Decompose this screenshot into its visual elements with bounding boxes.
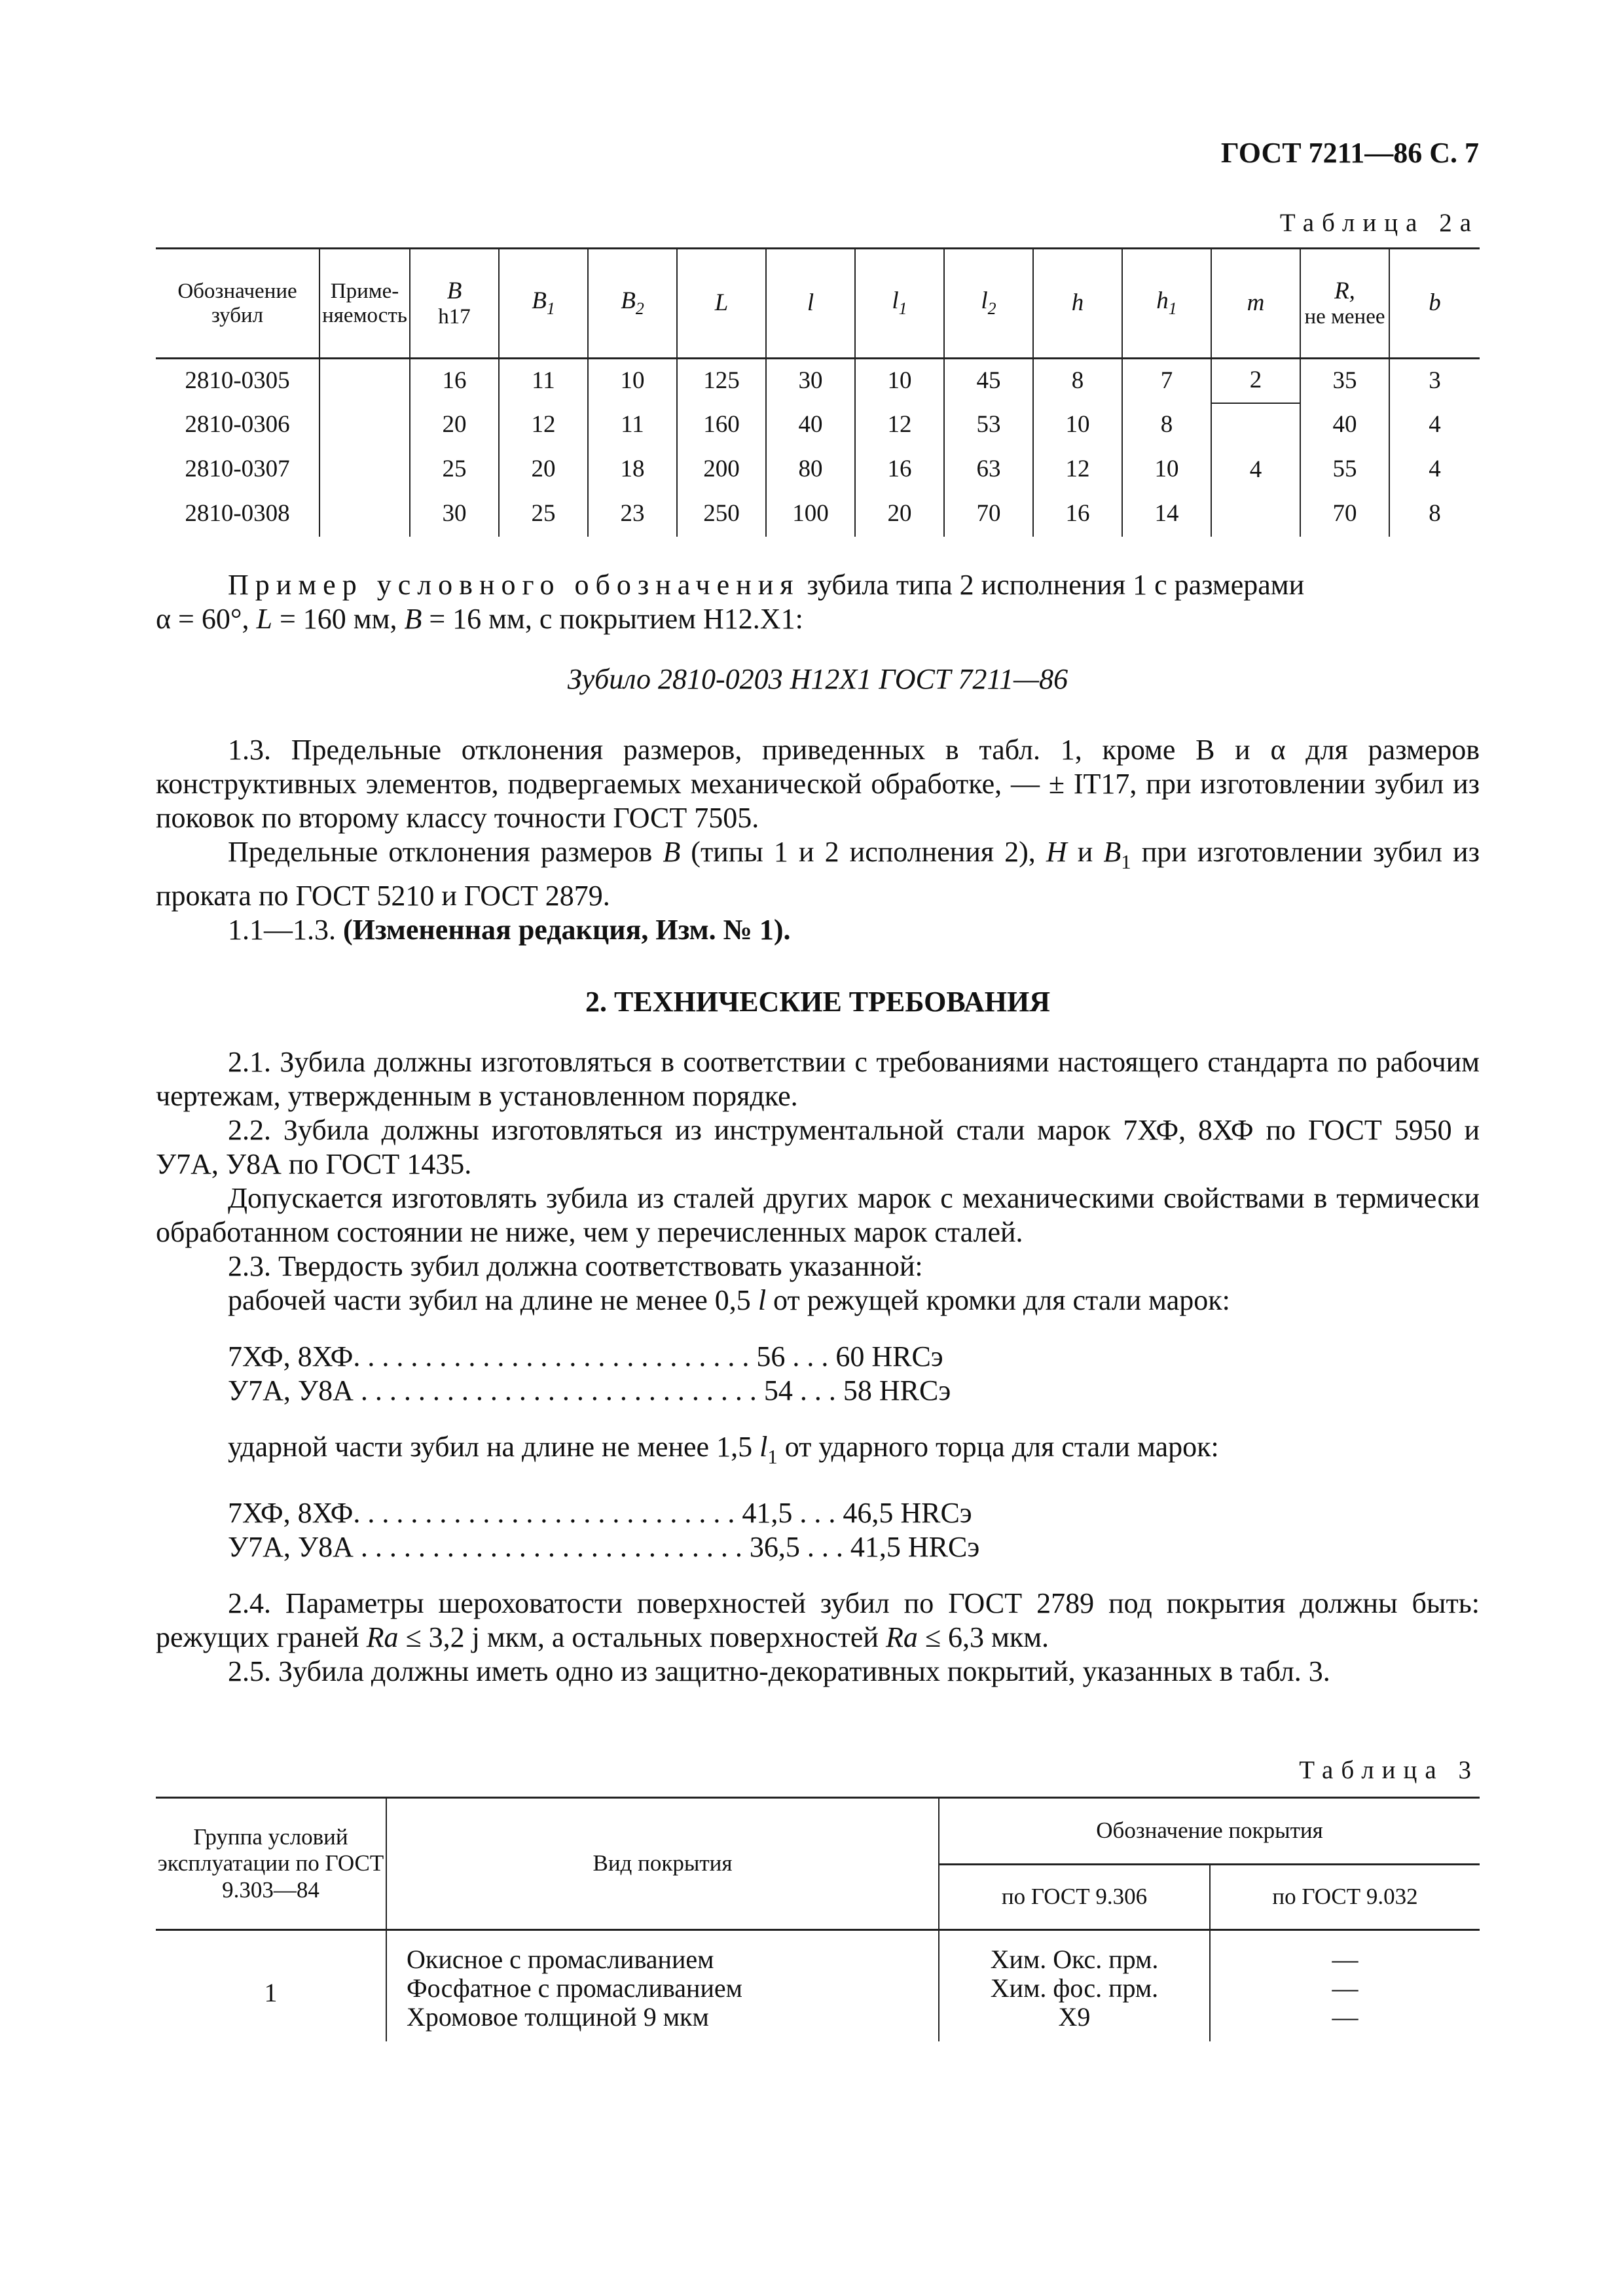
cell-b: 8	[1389, 492, 1480, 537]
table-2a-caption: Таблица 2а	[1279, 209, 1479, 237]
example-paragraph-line2: α = 60°, L = 160 мм, B = 16 мм, с покрытием Н12.Х1:	[156, 603, 803, 635]
th-R: R, не менее	[1300, 249, 1389, 359]
cell-designation: 2810-0306	[156, 403, 319, 448]
cell-B2: 18	[588, 448, 677, 492]
cell-b: 3	[1389, 359, 1480, 403]
hardness-list-1	[156, 1340, 1480, 1408]
clause-2-3a: рабочей части зубил на длине не менее 0,5 l от режущей кромки для стали марок:	[228, 1284, 1230, 1316]
cell-L: 250	[677, 492, 766, 537]
th-coating-designation: Обозначение покрытия	[939, 1798, 1480, 1865]
cell-l1: 12	[855, 403, 944, 448]
cell-B1: 25	[499, 492, 588, 537]
amendment-note: 1.1—1.3. (Измененная редакция, Изм. № 1).	[228, 913, 791, 946]
th-coating-type: Вид покрытия	[386, 1798, 939, 1930]
clause-2-4: 2.4. Параметры шероховатости поверхностей зубил по ГОСТ 2789 под покрытия должны быть: режущих граней Ra ≤ 3,2 j мкм, а остальных поверхностей Ra ≤ 6,3 мкм.	[156, 1587, 1480, 1653]
cell-h: 8	[1033, 359, 1122, 403]
clause-2-2: 2.2. Зубила должны изготовляться из инструментальной стали марок 7ХФ, 8ХФ по ГОСТ 5950 и У7А, У8А по ГОСТ 1435.	[156, 1114, 1480, 1180]
th-applicability: Приме-няемость	[319, 249, 410, 359]
hardness-row: 7ХФ, 8ХФ. . . . . . . . . . . . . . . . . . . . . . . . . . . . 56 . . . 60 HRCэ	[228, 1340, 943, 1372]
th-group: Группа условий эксплуатации по ГОСТ 9.303—84	[156, 1798, 386, 1930]
cell-group: 1	[264, 1978, 278, 2008]
cell-b: 4	[1389, 448, 1480, 492]
table-row	[156, 1930, 1480, 2041]
clause-1-3	[156, 733, 1480, 947]
table-3	[156, 1797, 1480, 2041]
section-title: 2. ТЕХНИЧЕСКИЕ ТРЕБОВАНИЯ	[585, 986, 1050, 1018]
th-B2: $B_2$	[588, 249, 677, 359]
cell-l: 80	[766, 448, 855, 492]
cell-B2: 23	[588, 492, 677, 537]
cell-L: 160	[677, 403, 766, 448]
clause-2-2b: Допускается изготовлять зубила из сталей других марок с механическими свойствами в термически обработанном состоянии не ниже, чем у перечисленных марок сталей.	[156, 1182, 1480, 1248]
th-gost-9032: по ГОСТ 9.032	[1210, 1865, 1480, 1930]
th-h1: $h_1$	[1122, 249, 1211, 359]
cell-l1: 20	[855, 492, 944, 537]
cell-R: 40	[1300, 403, 1389, 448]
th-B: B h17	[410, 249, 499, 359]
clause-2-3: 2.3. Твердость зубил должна соответствовать указанной:	[228, 1250, 923, 1282]
th-l: l	[766, 249, 855, 359]
designation-item: —	[1332, 1945, 1359, 1974]
cell-applicability	[319, 492, 410, 537]
clause-2-5: 2.5. Зубила должны иметь одно из защитно-декоративных покрытий, указанных в табл. 3.	[228, 1655, 1330, 1687]
designation-item: —	[1332, 2002, 1359, 2032]
cell-gost-9306	[939, 1930, 1210, 2041]
example-block	[156, 568, 1480, 696]
th-B1: $B_1$	[499, 249, 588, 359]
clause-2-3b: ударной части зубил на длине не менее 1,5 $l_1$ от ударного торца для стали марок:	[228, 1431, 1219, 1468]
table-2a-header-row	[156, 249, 1480, 359]
cell-B2: 11	[588, 403, 677, 448]
cell-designation: 2810-0307	[156, 448, 319, 492]
th-l1: $l_1$	[855, 249, 944, 359]
cell-l2: 53	[944, 403, 1033, 448]
hardness-row: У7А, У8А . . . . . . . . . . . . . . . . . . . . . . . . . . . . 54 . . . 58 HRCэ	[228, 1374, 951, 1407]
table-3-header-row	[156, 1798, 1480, 1865]
th-designation: Обозначение зубил	[156, 249, 319, 359]
th-h: h	[1033, 249, 1122, 359]
cell-R: 35	[1300, 359, 1389, 403]
cell-designation: 2810-0308	[156, 492, 319, 537]
table-row	[156, 359, 1480, 403]
cell-b: 4	[1389, 403, 1480, 448]
clause-1-3-text: 1.3. Предельные отклонения размеров, приведенных в табл. 1, кроме В и α для размеров конструктивных элементов, подвергаемых механической обработке, — ± IT17, при изготовлении зубил из поковок по второму классу точности ГОСТ 7505.	[156, 734, 1480, 834]
cell-L: 125	[677, 359, 766, 403]
table-3-caption: Таблица 3	[1299, 1756, 1479, 1784]
cell-B: 16	[410, 359, 499, 403]
designation-item: Хим. фос. прм.	[990, 1973, 1159, 2003]
th-l2: $l_2$	[944, 249, 1033, 359]
coating-item: Окисное с промасливанием	[407, 1945, 714, 1974]
cell-l: 40	[766, 403, 855, 448]
hardness-row: У7А, У8А . . . . . . . . . . . . . . . . . . . . . . . . . . . 36,5 . . . 41,5 HRCэ	[228, 1530, 980, 1563]
hardness-row: 7ХФ, 8ХФ. . . . . . . . . . . . . . . . . . . . . . . . . . . 41,5 . . . 46,5 HRCэ	[228, 1496, 972, 1529]
cell-R: 55	[1300, 448, 1389, 492]
th-L: L	[677, 249, 766, 359]
designation-item: Х9	[1058, 2002, 1091, 2032]
th-m: m	[1211, 249, 1300, 359]
table-row	[156, 403, 1480, 448]
designation-item: —	[1332, 1973, 1359, 2003]
cell-h1: 7	[1122, 359, 1211, 403]
coating-item: Хромовое толщиной 9 мкм	[407, 2002, 709, 2032]
cell-h1: 10	[1122, 448, 1211, 492]
coating-item: Фосфатное с промасливанием	[407, 1973, 742, 2003]
cell-designation: 2810-0305	[156, 359, 319, 403]
cell-L: 200	[677, 448, 766, 492]
cell-coatings	[386, 1930, 939, 2041]
cell-gost-9032	[1210, 1930, 1480, 2041]
cell-m: 2	[1211, 359, 1300, 403]
cell-R: 70	[1300, 492, 1389, 537]
clause-2-1: 2.1. Зубила должны изготовляться в соответствии с требованиями настоящего стандарта по рабочим чертежам, утвержденным в установленном порядке.	[156, 1046, 1480, 1112]
cell-applicability	[319, 359, 410, 403]
cell-h: 12	[1033, 448, 1122, 492]
cell-l: 100	[766, 492, 855, 537]
cell-l1: 10	[855, 359, 944, 403]
cell-B1: 12	[499, 403, 588, 448]
page-header: ГОСТ 7211—86 С. 7	[1220, 137, 1479, 169]
cell-l2: 45	[944, 359, 1033, 403]
cell-h: 16	[1033, 492, 1122, 537]
cell-l: 30	[766, 359, 855, 403]
cell-l1: 16	[855, 448, 944, 492]
cell-h1: 8	[1122, 403, 1211, 448]
designation-item: Хим. Окс. прм.	[990, 1945, 1159, 1974]
section-2	[156, 985, 1480, 1689]
cell-B: 20	[410, 403, 499, 448]
cell-m-merged: 4	[1211, 403, 1300, 537]
cell-h: 10	[1033, 403, 1122, 448]
table-2a	[156, 247, 1480, 537]
cell-l2: 70	[944, 492, 1033, 537]
th-gost-9306: по ГОСТ 9.306	[939, 1865, 1210, 1930]
th-b: b	[1389, 249, 1480, 359]
cell-applicability	[319, 403, 410, 448]
example-paragraph: Пример условного обозначения зубила типа 2 исполнения 1 с размерами	[228, 569, 1305, 601]
cell-B2: 10	[588, 359, 677, 403]
cell-B: 30	[410, 492, 499, 537]
cell-l2: 63	[944, 448, 1033, 492]
clause-1-3-text2: Предельные отклонения размеров B (типы 1 и 2 исполнения 2), H и $B_1$ при изготовлении зубил из проката по ГОСТ 5210 и ГОСТ 2879.	[156, 836, 1480, 912]
cell-B1: 11	[499, 359, 588, 403]
hardness-list-2	[156, 1496, 1480, 1564]
cell-applicability	[319, 448, 410, 492]
example-designation: Зубило 2810-0203 Н12Х1 ГОСТ 7211—86	[567, 663, 1068, 695]
cell-B1: 20	[499, 448, 588, 492]
cell-B: 25	[410, 448, 499, 492]
cell-h1: 14	[1122, 492, 1211, 537]
